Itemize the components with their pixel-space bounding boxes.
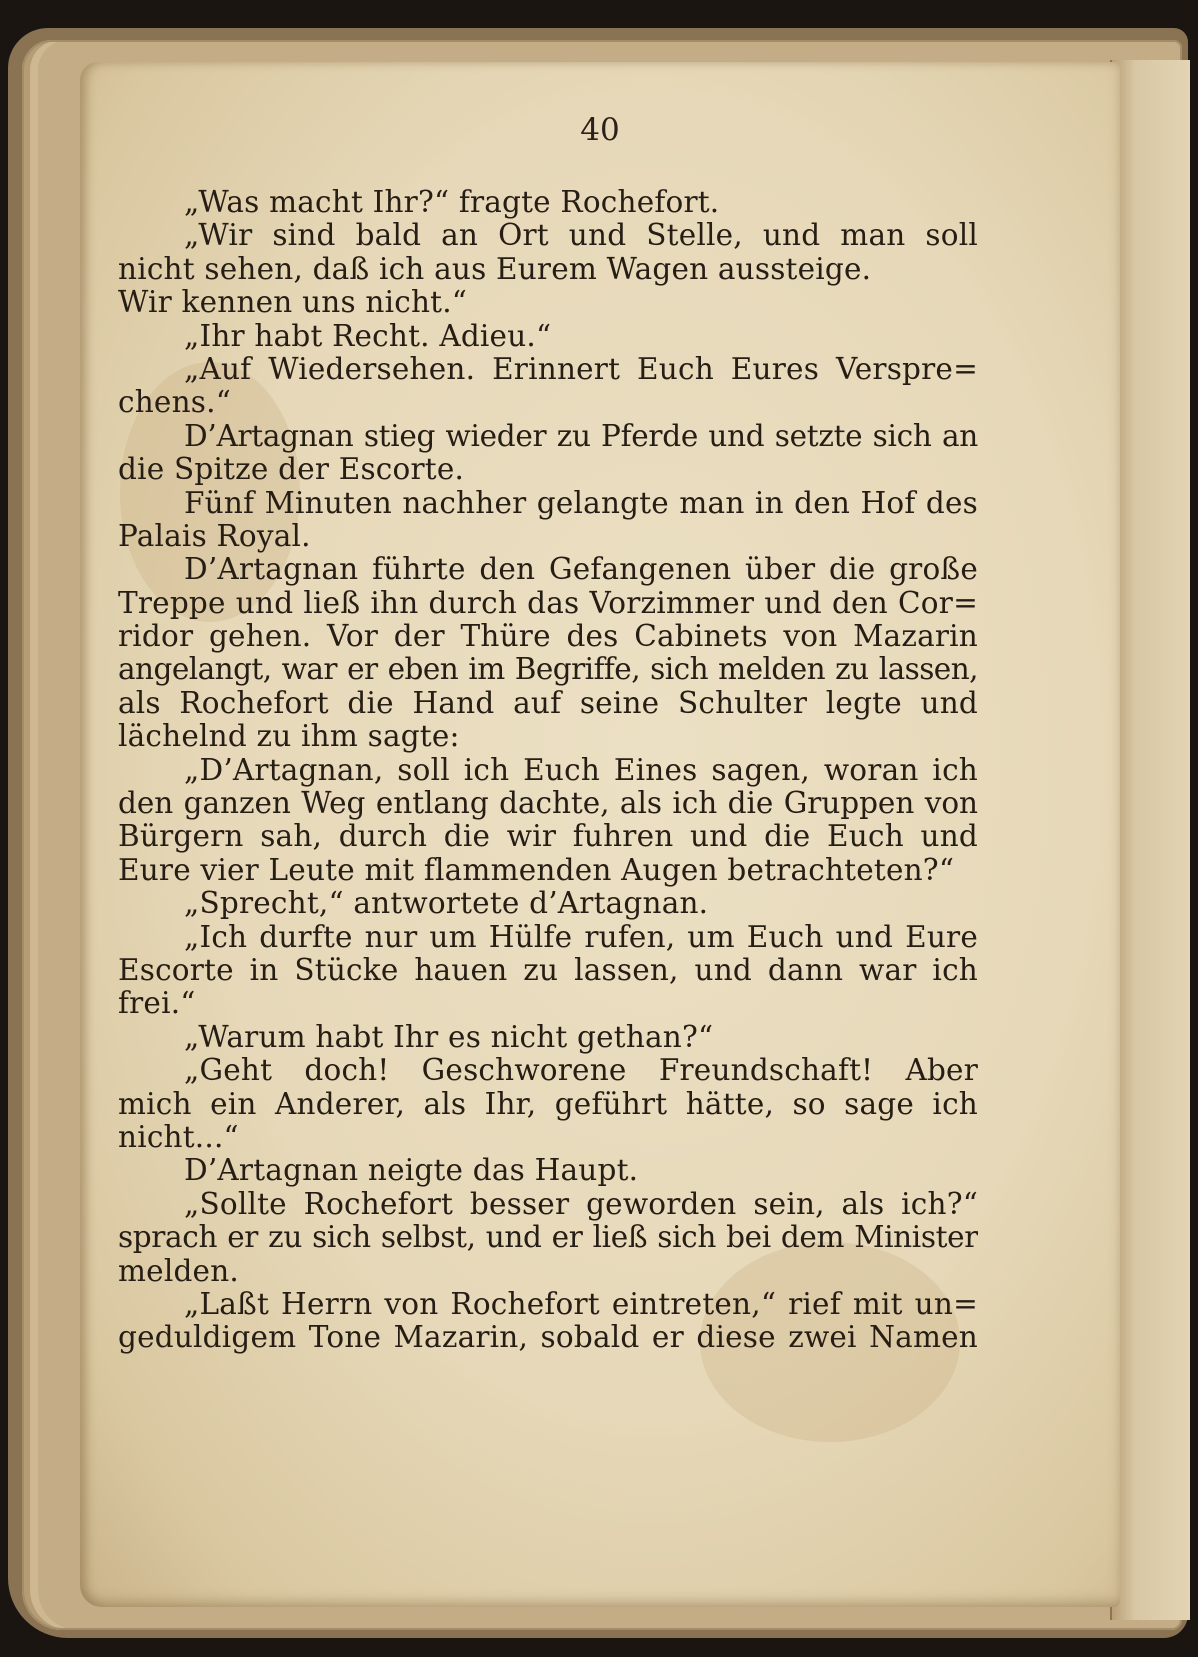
- text-line: nicht...“: [118, 1119, 239, 1154]
- text-line: Fünf Minuten nachher gelangte man in den Hof des: [184, 486, 978, 520]
- text-line: sprach er zu sich selbst, und er ließ sich bei dem Minister: [118, 1221, 978, 1255]
- text-line: „Was macht Ihr?“ fragte Rochefort.: [184, 185, 720, 219]
- text-line: die Spitze der Escorte.: [118, 452, 465, 487]
- text-line: Eure vier Leute mit flammenden Augen betrachteten?“: [118, 852, 955, 887]
- text-line: „Wir sind bald an Ort und Stelle, und man soll: [184, 219, 978, 253]
- text-line: D’Artagnan stieg wieder zu Pferde und setzte sich an: [184, 419, 978, 453]
- text-line: D’Artagnan neigte das Haupt.: [184, 1153, 639, 1188]
- text-line: melden.: [118, 1253, 239, 1288]
- text-line: chens.“: [118, 385, 231, 420]
- text-line: geduldigem Tone Mazarin, sobald er diese zwei Namen: [118, 1321, 978, 1355]
- text-line: lächelnd zu ihm sagte:: [118, 719, 460, 754]
- text-line: ridor gehen. Vor der Thüre des Cabinets von Mazarin: [118, 620, 978, 654]
- text-line: frei.“: [118, 986, 196, 1021]
- facing-page-edge: [1110, 60, 1190, 1620]
- text-line: „Auf Wiedersehen. Erinnert Euch Eures Verspre=: [184, 352, 978, 386]
- text-line: D’Artagnan führte den Gefangenen über die große: [184, 553, 978, 587]
- text-line: „Geht doch! Geschworene Freundschaft! Aber: [184, 1054, 978, 1088]
- text-line: „Laßt Herrn von Rochefort eintreten,“ rief mit un=: [184, 1287, 978, 1321]
- text-line: angelangt, war er eben im Begriffe, sich melden zu lassen,: [118, 653, 978, 687]
- page-body-text: [118, 186, 978, 1355]
- text-line: Palais Royal.: [118, 518, 311, 553]
- text-line: Treppe und ließ ihn durch das Vorzimmer und den Cor=: [118, 586, 978, 620]
- text-line: Wir kennen uns nicht.“: [118, 285, 468, 320]
- text-line: den ganzen Weg entlang dachte, als ich die Gruppen von: [118, 787, 978, 821]
- text-line: Bürgern sah, durch die wir fuhren und die Euch und: [118, 820, 978, 854]
- text-line: „Warum habt Ihr es nicht gethan?“: [184, 1019, 714, 1054]
- text-line: „Ihr habt Recht. Adieu.“: [184, 318, 552, 353]
- text-line: mich ein Anderer, als Ihr, geführt hätte, so sage ich: [118, 1087, 978, 1121]
- text-line: „Ich durfte nur um Hülfe rufen, um Euch und Eure: [184, 920, 978, 954]
- text-line: „D’Artagnan, soll ich Euch Eines sagen, woran ich: [184, 753, 978, 787]
- page-number: 40: [580, 112, 620, 148]
- text-line: nicht sehen, daß ich aus Eurem Wagen aussteige.: [118, 251, 872, 286]
- text-line: „Sollte Rochefort besser geworden sein, als ich?“: [184, 1187, 978, 1221]
- text-line: als Rochefort die Hand auf seine Schulter legte und: [118, 686, 978, 720]
- text-line: Escorte in Stücke hauen zu lassen, und dann war ich: [118, 953, 978, 987]
- text-line: „Sprecht,“ antwortete d’Artagnan.: [184, 886, 709, 921]
